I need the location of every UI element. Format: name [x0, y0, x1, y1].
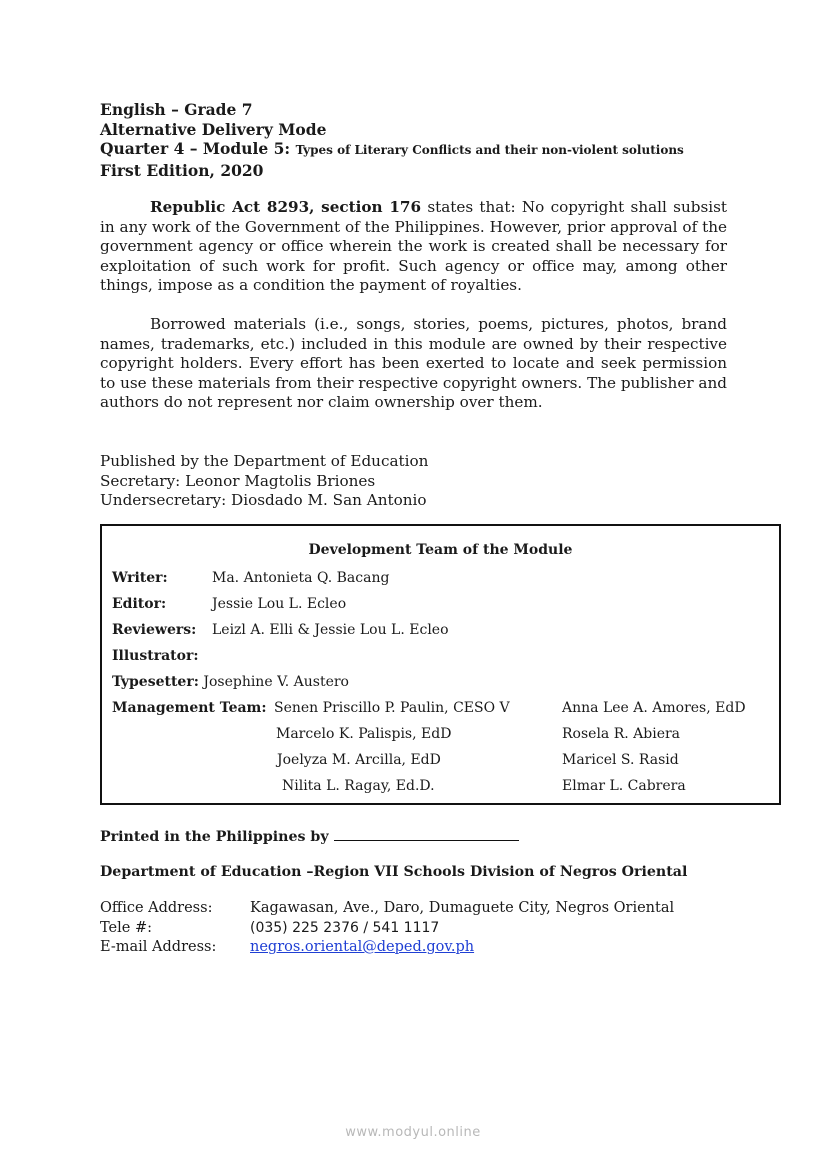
editor-row — [112, 596, 347, 612]
borrowed-materials-paragraph — [100, 315, 727, 413]
management-label: Management Team: — [112, 700, 267, 716]
management-member: Senen Priscillo P. Paulin, CESO V — [274, 700, 510, 716]
office-address-row — [100, 900, 675, 916]
typesetter-row — [112, 674, 349, 690]
reviewers-label: Reviewers: — [112, 622, 197, 638]
tele-number: (035) 225 2376 / 541 1117 — [250, 920, 440, 936]
editor-label: Editor: — [112, 596, 167, 612]
republic-act: Republic Act 8293, section 176 — [150, 198, 422, 216]
typesetter-name: Josephine V. Austero — [203, 674, 349, 690]
printed-label: Printed in the Philippines by — [100, 829, 329, 845]
management-label-row — [112, 700, 267, 716]
development-team-box — [100, 524, 781, 805]
delivery-mode: Alternative Delivery Mode — [100, 119, 327, 139]
management-member: Maricel S. Rasid — [562, 752, 679, 768]
undersecretary: Undersecretary: Diosdado M. San Antonio — [100, 491, 427, 510]
office-address: Kagawasan, Ave., Daro, Dumaguete City, Negros Oriental — [250, 900, 675, 916]
illustrator-label: Illustrator: — [112, 648, 199, 664]
management-member: Marcelo K. Palispis, EdD — [276, 726, 452, 742]
quarter-module: Quarter 4 – Module 5: — [100, 139, 291, 158]
deped-division: Department of Education –Region VII Schools Division of Negros Oriental — [100, 864, 688, 880]
reviewers-names: Leizl A. Elli & Jessie Lou L. Ecleo — [212, 622, 449, 638]
edition: First Edition, 2020 — [100, 160, 264, 180]
published-by: Published by the Department of Education — [100, 452, 429, 470]
writer-row — [112, 570, 390, 586]
office-label: Office Address: — [100, 900, 213, 916]
email-label: E-mail Address: — [100, 939, 217, 955]
copyright-paragraph — [100, 198, 727, 296]
module-title — [100, 139, 684, 161]
printed-in — [100, 828, 519, 845]
reviewers-row — [112, 622, 449, 638]
editor-name: Jessie Lou L. Ecleo — [212, 596, 347, 612]
subject-grade: English – Grade 7 — [100, 100, 253, 119]
typesetter-label: Typesetter: — [112, 674, 199, 690]
email-row — [100, 939, 475, 955]
email-link[interactable]: negros.oriental@deped.gov.ph — [250, 939, 475, 955]
management-member: Anna Lee A. Amores, EdD — [562, 700, 746, 716]
printer-blank-line — [334, 828, 519, 841]
tele-label: Tele #: — [100, 920, 152, 936]
footer-watermark: www.modyul.online — [345, 1125, 481, 1140]
management-member: Elmar L. Cabrera — [562, 778, 686, 794]
management-member: Rosela R. Abiera — [562, 726, 681, 742]
illustrator-row — [112, 648, 199, 664]
management-member: Nilita L. Ragay, Ed.D. — [282, 778, 435, 794]
tele-row — [100, 920, 440, 936]
management-member: Joelyza M. Arcilla, EdD — [277, 752, 441, 768]
writer-name: Ma. Antonieta Q. Bacang — [212, 570, 390, 586]
writer-label: Writer: — [112, 570, 168, 586]
publisher-info — [100, 452, 428, 511]
team-title: Development Team of the Module — [308, 542, 573, 558]
module-header — [100, 100, 684, 180]
republic-act-text: states that: No copyright shall subsist in any work of the Government of the Philippines. However, prior approval of the government agency or office wherein the work is created shall be necessary for exploitation of such work for profit. Such agency or office may, among other things, impose as a condition the payment of royalties. — [100, 198, 727, 295]
borrowed-text: Borrowed materials (i.e., songs, stories, poems, pictures, photos, brand names, trademarks, etc.) included in this module are owned by their respective copyright holders. Every effort has been exerted to locate and seek permission to use these materials from their respective copyright owners. The publisher and authors do not represent nor claim ownership over them. — [100, 315, 727, 412]
module-topic: Types of Literary Conflicts and their non-violent solutions — [295, 143, 684, 157]
secretary: Secretary: Leonor Magtolis Briones — [100, 471, 376, 490]
